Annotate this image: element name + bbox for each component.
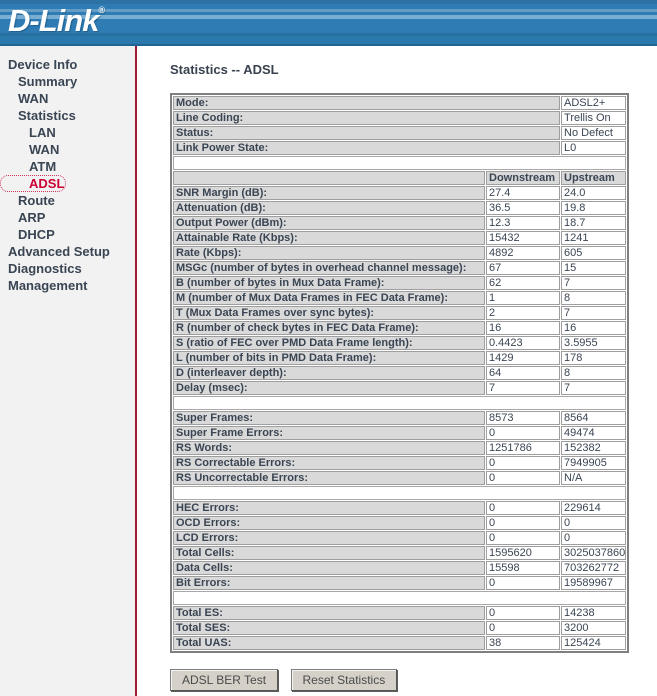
stat-value-downstream: 0.4423 [486, 336, 560, 350]
table-row [173, 411, 626, 425]
stat-value-upstream: 24.0 [561, 186, 626, 200]
stat-value-upstream: N/A [561, 471, 626, 485]
stat-value-downstream: 15432 [486, 231, 560, 245]
stat-label: Total Cells: [173, 546, 485, 560]
info-label: Line Coding: [173, 111, 560, 125]
sidebar-item-device-info[interactable]: Device Info [8, 57, 78, 72]
sidebar-item-diagnostics[interactable]: Diagnostics [8, 261, 82, 276]
column-header-row [173, 171, 626, 185]
stat-value-downstream: 67 [486, 261, 560, 275]
downstream-header: Downstream [486, 171, 560, 185]
adsl-statistics-table [170, 93, 629, 653]
table-row [173, 276, 626, 290]
sidebar-item-advanced-setup[interactable]: Advanced Setup [8, 244, 110, 259]
info-value: L0 [561, 141, 626, 155]
stat-label: Total UAS: [173, 636, 485, 650]
table-row [173, 471, 626, 485]
sidebar-item-statistics[interactable]: Statistics [18, 108, 76, 123]
stat-label: Data Cells: [173, 561, 485, 575]
adsl-ber-test-button[interactable]: ADSL BER Test [170, 669, 278, 691]
table-row [173, 231, 626, 245]
spacer-cell [173, 486, 626, 500]
sidebar-item-management[interactable]: Management [8, 278, 88, 293]
stat-value-downstream: 4892 [486, 246, 560, 260]
table-row [173, 426, 626, 440]
stat-value-upstream: 7 [561, 306, 626, 320]
stat-label: B (number of bytes in Mux Data Frame): [173, 276, 485, 290]
sidebar-item-summary[interactable]: Summary [18, 74, 78, 89]
stat-value-downstream: 0 [486, 456, 560, 470]
table-row [173, 201, 626, 215]
info-value: Trellis On [561, 111, 626, 125]
button-row [170, 669, 657, 691]
table-row [173, 441, 626, 455]
stat-value-upstream: 0 [561, 531, 626, 545]
table-row [173, 321, 626, 335]
stat-label: SNR Margin (dB): [173, 186, 485, 200]
stat-value-downstream: 1251786 [486, 441, 560, 455]
table-row [173, 246, 626, 260]
stat-label: Total SES: [173, 621, 485, 635]
sidebar-nav [0, 46, 135, 696]
stat-value-downstream: 27.4 [486, 186, 560, 200]
stat-value-upstream: 8 [561, 291, 626, 305]
stat-value-downstream: 0 [486, 516, 560, 530]
stat-value-downstream: 1429 [486, 351, 560, 365]
reset-statistics-button[interactable]: Reset Statistics [291, 669, 398, 691]
upstream-header: Upstream [561, 171, 626, 185]
table-row [173, 261, 626, 275]
stat-value-upstream: 7949905 [561, 456, 626, 470]
stat-value-downstream: 8573 [486, 411, 560, 425]
table-row [173, 291, 626, 305]
table-row [173, 606, 626, 620]
stat-value-upstream: 605 [561, 246, 626, 260]
stat-label: Total ES: [173, 606, 485, 620]
table-row [173, 531, 626, 545]
stat-value-downstream: 62 [486, 276, 560, 290]
table-row [173, 621, 626, 635]
sidebar-item-route[interactable]: Route [18, 193, 55, 208]
stat-value-upstream: 18.7 [561, 216, 626, 230]
dlink-logo: D-Link® [8, 3, 106, 38]
stat-value-downstream: 0 [486, 531, 560, 545]
stat-value-downstream: 64 [486, 366, 560, 380]
stat-label: RS Correctable Errors: [173, 456, 485, 470]
info-row [173, 126, 626, 140]
info-label: Status: [173, 126, 560, 140]
stat-value-upstream: 125424 [561, 636, 626, 650]
sidebar-item-atm[interactable]: ATM [29, 159, 57, 174]
stat-value-downstream: 16 [486, 321, 560, 335]
empty-header-cell [173, 171, 485, 185]
stat-value-downstream: 0 [486, 471, 560, 485]
sidebar-item-wan[interactable]: WAN [18, 91, 49, 106]
stat-label: LCD Errors: [173, 531, 485, 545]
stat-value-upstream: 229614 [561, 501, 626, 515]
spacer-cell [173, 396, 626, 410]
stat-label: Super Frames: [173, 411, 485, 425]
stat-value-upstream: 1241 [561, 231, 626, 245]
table-row [173, 186, 626, 200]
stat-value-upstream: 19.8 [561, 201, 626, 215]
stat-label: RS Uncorrectable Errors: [173, 471, 485, 485]
stat-value-upstream: 3.5955 [561, 336, 626, 350]
stat-value-downstream: 36.5 [486, 201, 560, 215]
stat-label: D (interleaver depth): [173, 366, 485, 380]
table-row [173, 576, 626, 590]
table-row [173, 306, 626, 320]
stat-value-upstream: 7 [561, 381, 626, 395]
stat-value-upstream: 14238 [561, 606, 626, 620]
table-row [173, 366, 626, 380]
spacer-row [173, 591, 626, 605]
stat-value-downstream: 7 [486, 381, 560, 395]
page-body [0, 46, 657, 696]
stat-value-downstream: 12.3 [486, 216, 560, 230]
stat-label: Attainable Rate (Kbps): [173, 231, 485, 245]
spacer-row [173, 486, 626, 500]
stat-label: Bit Errors: [173, 576, 485, 590]
stat-value-upstream: 152382 [561, 441, 626, 455]
sidebar-item-wan[interactable]: WAN [29, 142, 60, 157]
stat-value-downstream: 38 [486, 636, 560, 650]
stat-label: Rate (Kbps): [173, 246, 485, 260]
stat-value-upstream: 15 [561, 261, 626, 275]
table-row [173, 381, 626, 395]
stat-label: OCD Errors: [173, 516, 485, 530]
table-row [173, 516, 626, 530]
table-row [173, 216, 626, 230]
stat-value-upstream: 0 [561, 516, 626, 530]
stat-label: L (number of bits in PMD Data Frame): [173, 351, 485, 365]
stat-value-upstream: 16 [561, 321, 626, 335]
spacer-cell [173, 156, 626, 170]
stat-value-downstream: 0 [486, 576, 560, 590]
stat-label: Output Power (dBm): [173, 216, 485, 230]
stat-label: Attenuation (dB): [173, 201, 485, 215]
table-row [173, 561, 626, 575]
stat-value-upstream: 8 [561, 366, 626, 380]
stat-value-downstream: 0 [486, 621, 560, 635]
stat-value-upstream: 3025037860 [561, 546, 626, 560]
table-row [173, 546, 626, 560]
stat-value-downstream: 0 [486, 426, 560, 440]
table-row [173, 636, 626, 650]
spacer-cell [173, 591, 626, 605]
table-row [173, 456, 626, 470]
stat-value-upstream: 178 [561, 351, 626, 365]
info-row [173, 141, 626, 155]
stat-value-downstream: 0 [486, 606, 560, 620]
stat-value-downstream: 15598 [486, 561, 560, 575]
sidebar-item-adsl[interactable]: ADSL [0, 175, 66, 192]
table-row [173, 351, 626, 365]
stat-label: M (number of Mux Data Frames in FEC Data Frame): [173, 291, 485, 305]
stat-value-downstream: 1 [486, 291, 560, 305]
stat-value-upstream: 49474 [561, 426, 626, 440]
stat-value-upstream: 19589967 [561, 576, 626, 590]
info-value: No Defect [561, 126, 626, 140]
stat-value-upstream: 3200 [561, 621, 626, 635]
info-label: Link Power State: [173, 141, 560, 155]
sidebar-item-dhcp[interactable]: DHCP [18, 227, 55, 242]
info-label: Mode: [173, 96, 560, 110]
table-row [173, 336, 626, 350]
stat-value-downstream: 1595620 [486, 546, 560, 560]
stat-value-upstream: 8564 [561, 411, 626, 425]
stat-label: R (number of check bytes in FEC Data Frame): [173, 321, 485, 335]
stat-label: Super Frame Errors: [173, 426, 485, 440]
stat-value-downstream: 0 [486, 501, 560, 515]
sidebar-item-lan[interactable]: LAN [29, 125, 56, 140]
stat-label: Delay (msec): [173, 381, 485, 395]
table-row [173, 501, 626, 515]
registered-mark: ® [98, 5, 106, 15]
top-banner [0, 0, 657, 46]
stat-value-downstream: 2 [486, 306, 560, 320]
stat-label: T (Mux Data Frames over sync bytes): [173, 306, 485, 320]
page-title: Statistics -- ADSL [170, 62, 279, 77]
info-row [173, 111, 626, 125]
stat-value-upstream: 7 [561, 276, 626, 290]
spacer-row [173, 396, 626, 410]
main-content [137, 46, 657, 696]
stat-label: HEC Errors: [173, 501, 485, 515]
spacer-row [173, 156, 626, 170]
stat-label: MSGc (number of bytes in overhead channel message): [173, 261, 485, 275]
info-row [173, 96, 626, 110]
info-value: ADSL2+ [561, 96, 626, 110]
stat-label: RS Words: [173, 441, 485, 455]
stat-value-upstream: 703262772 [561, 561, 626, 575]
sidebar-item-arp[interactable]: ARP [18, 210, 46, 225]
stat-label: S (ratio of FEC over PMD Data Frame length): [173, 336, 485, 350]
